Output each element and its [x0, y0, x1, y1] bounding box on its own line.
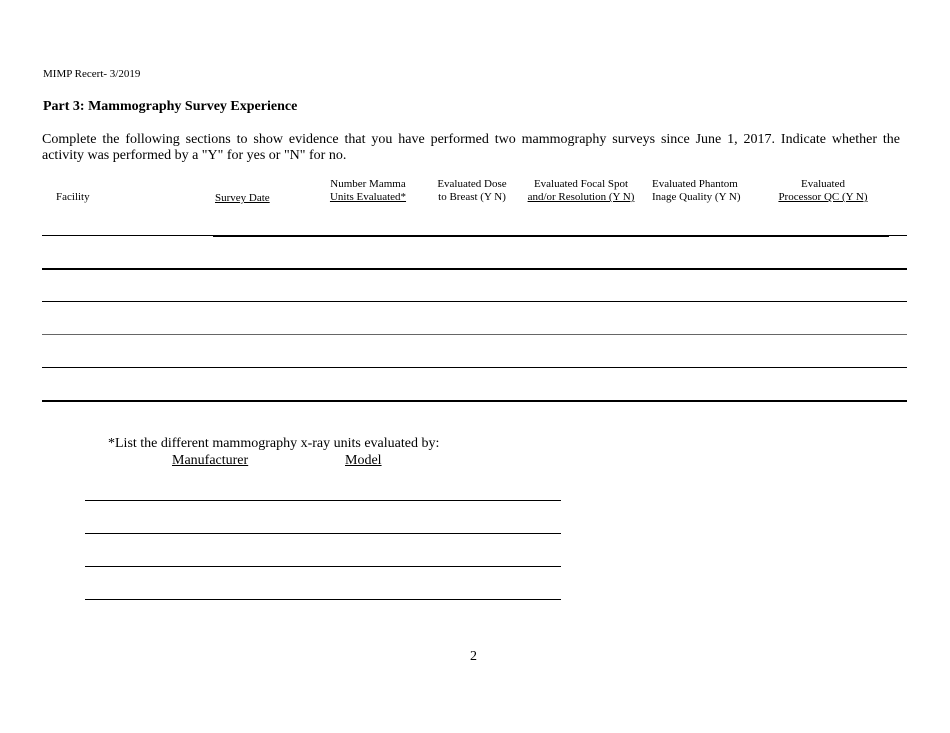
units-entry-line[interactable] — [85, 566, 561, 567]
instructions-line-1: Complete the following sections to show evidence that you have performed two mammography surveys since June 1, 2017. Indicate whether the — [42, 132, 900, 147]
table-row-line[interactable] — [42, 367, 907, 368]
table-row-line-overlay — [213, 235, 889, 237]
col-phantom-line-2: Inage Quality (Y N) — [652, 191, 741, 203]
col-processor-qc — [770, 178, 876, 204]
col-units-line-1: Number Mamma — [330, 178, 406, 190]
col-focal-spot — [520, 178, 642, 204]
col-processor-line-1: Evaluated — [801, 178, 845, 190]
document-code: MIMP Recert- 3/2019 — [43, 68, 141, 80]
col-focal-line-1: Evaluated Focal Spot — [533, 178, 629, 190]
col-phantom-line-1: Evaluated Phantom — [652, 178, 738, 190]
col-facility: Facility — [56, 191, 90, 203]
col-dose — [426, 178, 518, 204]
col-phantom — [652, 178, 740, 204]
units-entry-line[interactable] — [85, 533, 561, 534]
table-row-line[interactable] — [42, 268, 907, 270]
section-title: Part 3: Mammography Survey Experience — [43, 99, 298, 114]
col-survey-date: Survey Date — [215, 192, 270, 204]
col-units-line-2: Units Evaluated* — [329, 191, 407, 203]
col-focal-line-2: and/or Resolution (Y N) — [527, 191, 635, 203]
col-dose-line-2: to Breast (Y N) — [438, 191, 506, 203]
col-dose-line-1: Evaluated Dose — [437, 178, 507, 190]
units-list-note: *List the different mammography x-ray units evaluated by: — [108, 436, 440, 451]
table-row-line[interactable] — [42, 334, 907, 335]
units-entry-line[interactable] — [85, 599, 561, 600]
col-processor-line-2: Processor QC (Y N) — [778, 191, 868, 203]
manufacturer-label: Manufacturer — [172, 453, 249, 468]
instructions-line-2: activity was performed by a "Y" for yes or "N" for no. — [42, 148, 347, 163]
model-label: Model — [345, 453, 382, 468]
units-entry-line[interactable] — [85, 500, 561, 501]
instructions-paragraph — [42, 132, 900, 164]
col-units-evaluated — [322, 178, 414, 204]
page-number: 2 — [470, 649, 477, 664]
table-row-line[interactable] — [42, 400, 907, 402]
table-row-line[interactable] — [42, 301, 907, 302]
